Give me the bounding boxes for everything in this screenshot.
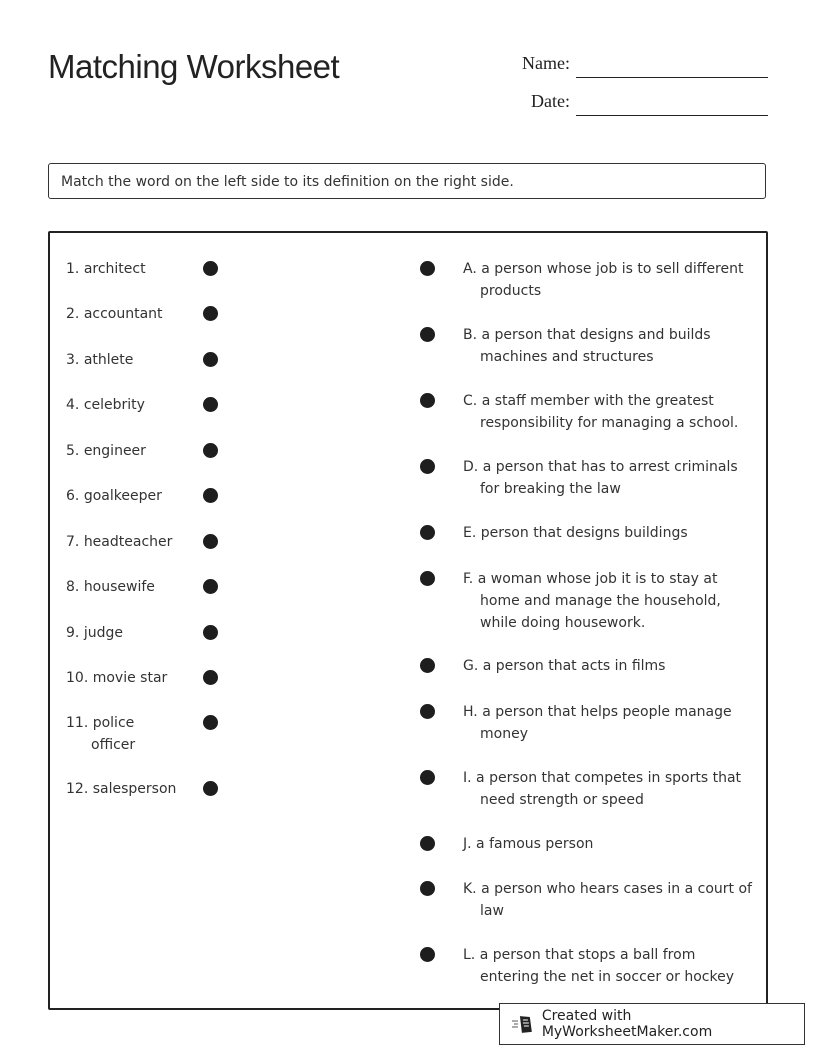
definition-item: D. a person that has to arrest criminals for breaking the law xyxy=(463,459,738,497)
definition-dot-i[interactable] xyxy=(420,770,435,785)
term-item: 2. accountant xyxy=(66,306,163,322)
definition-dot-h[interactable] xyxy=(420,704,435,719)
term-dot-7[interactable] xyxy=(203,534,218,549)
definition-dot-k[interactable] xyxy=(420,881,435,896)
term-item: 6. goalkeeper xyxy=(66,488,162,504)
term-dot-5[interactable] xyxy=(203,443,218,458)
definition-item: C. a staff member with the greatest responsibility for managing a school. xyxy=(463,393,739,431)
worksheet-maker-logo-icon xyxy=(512,1014,534,1034)
term-dot-11[interactable] xyxy=(203,715,218,730)
definition-dot-j[interactable] xyxy=(420,836,435,851)
definition-item: B. a person that designs and builds machines and structures xyxy=(463,327,711,365)
page-title: Matching Worksheet xyxy=(48,48,340,85)
term-dot-9[interactable] xyxy=(203,625,218,640)
definition-item: I. a person that competes in sports that need strength or speed xyxy=(463,770,742,808)
definition-item: J. a famous person xyxy=(463,836,594,852)
term-dot-2[interactable] xyxy=(203,306,218,321)
definition-item: A. a person whose job is to sell different products xyxy=(463,261,744,299)
term-item: 7. headteacher xyxy=(66,534,173,550)
date-field[interactable] xyxy=(576,114,768,116)
term-item: 9. judge xyxy=(66,625,123,641)
definition-dot-b[interactable] xyxy=(420,327,435,342)
footer-text: Created with MyWorksheetMaker.com xyxy=(541,1008,713,1040)
term-dot-12[interactable] xyxy=(203,781,218,796)
definition-item: E. person that designs buildings xyxy=(463,525,688,541)
definition-item: G. a person that acts in films xyxy=(463,658,666,674)
term-item: 5. engineer xyxy=(66,443,146,459)
definition-dot-g[interactable] xyxy=(420,658,435,673)
term-item: 1. architect xyxy=(66,261,146,277)
name-label: Name: xyxy=(522,53,570,73)
term-dot-8[interactable] xyxy=(203,579,218,594)
date-label: Date: xyxy=(531,91,570,111)
definition-dot-l[interactable] xyxy=(420,947,435,962)
term-dot-4[interactable] xyxy=(203,397,218,412)
term-dot-1[interactable] xyxy=(203,261,218,276)
term-item: 3. athlete xyxy=(66,352,134,368)
definition-item: L. a person that stops a ball from entering the net in soccer or hockey xyxy=(463,947,734,985)
definition-dot-e[interactable] xyxy=(420,525,435,540)
term-item: 10. movie star xyxy=(66,670,168,686)
definition-item: K. a person who hears cases in a court of law xyxy=(463,881,752,919)
term-dot-10[interactable] xyxy=(203,670,218,685)
term-item: 12. salesperson xyxy=(66,781,177,797)
definition-dot-c[interactable] xyxy=(420,393,435,408)
term-item: 8. housewife xyxy=(66,579,155,595)
definition-dot-d[interactable] xyxy=(420,459,435,474)
definition-dot-a[interactable] xyxy=(420,261,435,276)
term-dot-3[interactable] xyxy=(203,352,218,367)
definition-item: H. a person that helps people manage money xyxy=(463,704,732,742)
instructions-box: Match the word on the left side to its definition on the right side. xyxy=(48,163,766,199)
name-field[interactable] xyxy=(576,76,768,78)
footer-badge[interactable] xyxy=(499,1003,805,1045)
term-item: 11. police officer xyxy=(66,715,136,753)
definition-item: F. a woman whose job it is to stay at home and manage the household, while doing housework. xyxy=(463,571,721,631)
definition-dot-f[interactable] xyxy=(420,571,435,586)
term-item: 4. celebrity xyxy=(66,397,145,413)
term-dot-6[interactable] xyxy=(203,488,218,503)
